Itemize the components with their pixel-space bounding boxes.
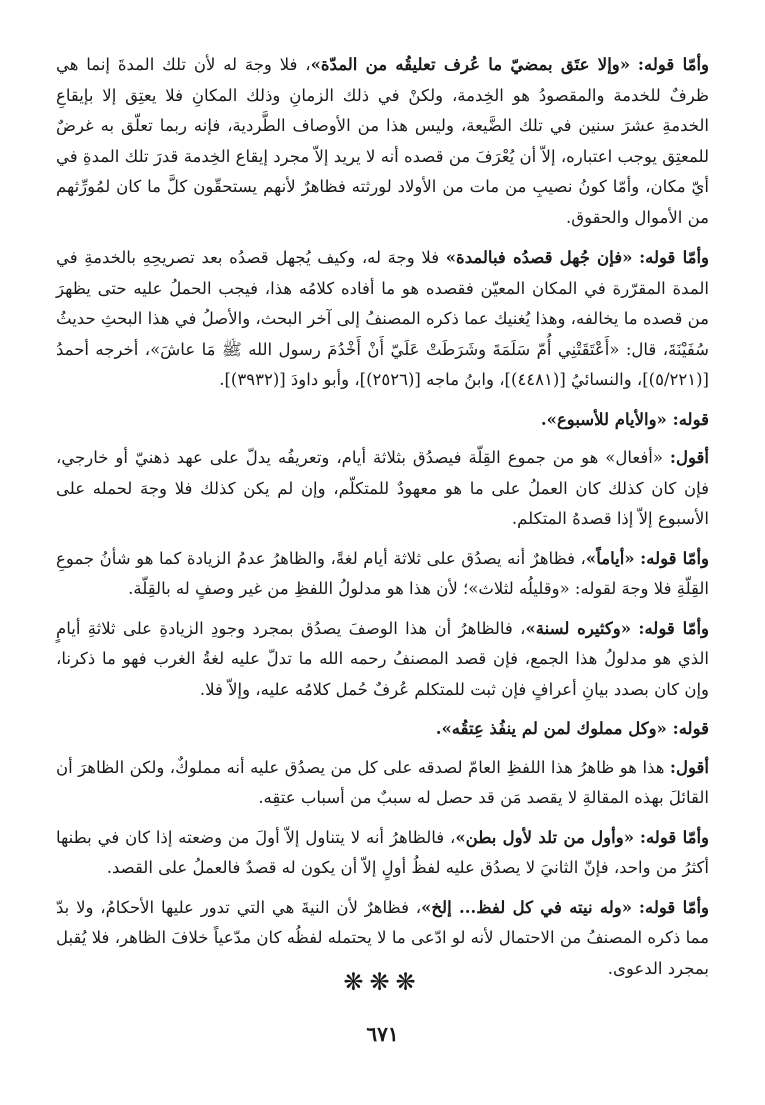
section-heading-1 — [56, 405, 709, 436]
section-heading-2 — [56, 714, 709, 745]
page-number: ٦٧١ — [366, 1022, 399, 1046]
paragraph-lead: وأمّا قوله: — [638, 618, 709, 638]
page-body — [56, 50, 709, 993]
paragraph-text: ، فلا وجهَ له لأن تلك المدةَ إنما هي ظرفٌ للخدمة والمقصودُ هو الخِدمة، ولكنْ في ذلك الزمانِ وذلك المكانِ فلا يعتِق إلا بإيقاعِ الخدمةِ عشرَ سنين في تلك الضَّيعة، وليس هذا من الأوصاف الطَّردية، فإنه ربما تعلّق به غرضٌ للمعتِق يوجب اعتباره، إلاّ أن يُعْرَفَ من قصده أنه لا يريد إلاّ مجرد إيقاع الخِدمة قدرَ تلك المدةِ في أيّ مكان، وأمّا كونُ نصيبِ من مات من الأولاد لورثته فظاهرٌ لأنهم يستحقّون كلَّ ما كان لمُورِّثهم من الأموال والحقوق. — [56, 55, 709, 227]
paragraph-text: «أفعال» هو من جموع القِلّة فيصدُق بثلاثة أيام، وتعريفُه يدلّ على عهد ذهنيّ أو خارجي، فإن كان كذلك كان العملُ على ما هو معهودٌ للمتكلّم، وإن لم يكن كذلك فلا وجهَ لحمله على الأسبوع إلاّ إذا قصدهُ المتكلم. — [56, 448, 709, 528]
paragraph-5 — [56, 614, 709, 706]
paragraph-2 — [56, 243, 709, 396]
heading-text: . — [540, 409, 547, 429]
paragraph-text: هذا هو ظاهرُ هذا اللفظِ العامّ لصدقه على كل من يصدُق عليه أنه مملوكٌ، ولكن الظاهرَ أن القائلَ بهذه المقالةِ لا يقصد مَن قد حصل له سببٌ من أسباب عتقِه. — [56, 757, 709, 807]
paragraph-lead: وأمّا قوله: — [637, 55, 709, 74]
paragraph-lead: وأمّا قوله: — [639, 827, 710, 847]
paragraph-lead: أقول: — [669, 757, 709, 777]
paragraph-7 — [56, 823, 709, 884]
paragraph-4 — [56, 544, 709, 605]
paragraph-quote: «وأول من تلد لأول بطن» — [455, 827, 635, 847]
paragraph-lead: وأمّا قوله: — [639, 248, 710, 267]
heading-quote: «والأيام للأسبوع» — [546, 409, 667, 429]
paragraph-lead: أقول: — [669, 448, 709, 467]
paragraph-text: ، فالظاهرُ أنه لا يتناول إلاّ أولَ من وضعته إذا كان في بطنها أكثرُ من واحد، فإنّ الثانيَ لا يصدُق عليه لفظُ أولٍ إلاّ أن يكون له قصدٌ فالعملُ على القصد. — [56, 827, 709, 877]
section-separator-stars: ❋❋❋ — [343, 968, 422, 996]
paragraph-text: ، فالظاهرُ أن هذا الوصفَ يصدُق بمجرد وجودِ الزيادةِ على ثلاثةِ أيامٍ الذي هو مدلولُ هذا الجمع، فإن قصد المصنفُ رحمه الله ما تدلّ عليه لغةُ الغرب فهو ما ذكرنا، وإن كان بصدد بيانِ أعرافٍ فإن ثبت للمتكلم عُرفٌ حُمل كلامُه عليه، وإلاّ فلا. — [56, 618, 709, 699]
paragraph-quote: «فإن جُهل قصدُه فبالمدة» — [445, 248, 633, 267]
heading-lead: قوله: — [672, 409, 709, 429]
paragraph-6 — [56, 753, 709, 814]
paragraph-text: ، فظاهرٌ أنه يصدُق على ثلاثة أيام لغةً، والظاهرُ عدمُ الزيادة كما هو شأنُ جموعِ القِلّةِ فلا وجهَ لقوله: «وقليلُه لثلاث»؛ لأن هذا هو مدلولُ اللفظِ من غير وصفٍ له بالقِلّة. — [56, 548, 709, 598]
paragraph-1 — [56, 50, 709, 233]
paragraph-quote: «وإلا عتَق بمضيّ ما عُرف تعليقُه من المدّة» — [310, 55, 631, 74]
heading-lead: قوله: — [672, 719, 709, 738]
paragraph-3 — [56, 443, 709, 535]
paragraph-lead: وأمّا قوله: — [640, 548, 709, 568]
paragraph-lead: وأمّا قوله: — [638, 897, 709, 917]
heading-text: . — [435, 719, 442, 738]
paragraph-quote: «أياماً» — [585, 548, 635, 568]
paragraph-text: فلا وجهَ له، وكيف يُجهل قصدُه بعد تصريحِهِ بالخدمةِ في المدة المقرّرة في المكان المعيّن فقصده هو ما أفاده كلامُه هذا، فيجب الحملُ عليه حتى يظهرَ من قصده ما يخالفه، وهذا يُغنيك عما ذكره المصنفُ إلى آخر البحث، والأصلُ في هذا البحثِ حديثُ سُفَيْنَةَ، قال: «أَعْتَقَتْنِي أُمّ سَلَمَةَ وشَرَطَتْ عَلَيّ أَنْ أَخْدُمَ رسول الله ﷺ مَا عاشَ»، أخرجه أحمدُ [(٥/٢٢١)]، والنسائيُ [(٤٤٨١)]، وابنُ ماجه [(٢٥٢٦)]، وأبو داودَ [(٣٩٣٢)]. — [56, 248, 709, 389]
paragraph-quote: «وله نيته في كل لفظ... إلخ» — [421, 897, 633, 917]
heading-quote: «وكل مملوك لمن لم ينفُذ عِتقُه» — [441, 719, 667, 738]
paragraph-quote: «وكثيره لسنة» — [525, 618, 632, 638]
paragraph-text: ، فظاهرٌ لأن النيةَ هي التي تدور عليها الأحكامُ، ولا بدّ مما ذكره المصنفُ من الاحتمال لأنه لو ادّعى ما لا يحتمله لفظُه كان مدّعياً خلافَ الظاهر، فلا يُقبل بمجرد الدعوى. — [56, 897, 709, 978]
